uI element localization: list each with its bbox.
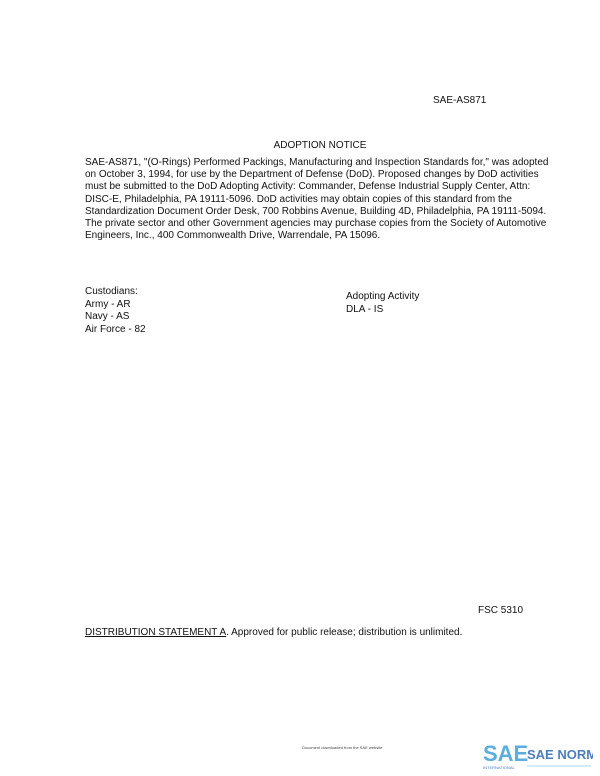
custodians bbox=[85, 286, 146, 336]
custodian-item: Navy - AS bbox=[85, 311, 130, 322]
adopting-label: Adopting Activity bbox=[346, 291, 420, 302]
adopting-value: DLA - IS bbox=[346, 303, 384, 315]
fsc-code: FSC 5310 bbox=[478, 605, 524, 616]
sae-norm-logo bbox=[483, 741, 593, 771]
notice-title: ADOPTION NOTICE bbox=[273, 140, 367, 151]
distribution-statement bbox=[85, 627, 462, 638]
notice-paragraph: SAE-AS871, "(O-Rings) Performed Packings, Manufacturing and Inspection Standards for," was adopted on October 3, 1994, for use by the Department of Defense (DoD). Proposed changes by DoD activities must be submitted to the DoD Adopting Activity: Commander, Defense Industrial Supply Center, Attn: DISC-E, Philadelphia, PA 19111-5096. DoD activities may obtain copies of this standard from the Standardization Document Order Desk, 700 Robbins Avenue, Building 4D, Philadelphia, PA 19111-5094. The private sector and other Government agencies may purchase copies from the Society of Automotive Engineers, Inc., 400 Commonwealth Drive, Warrendale, PA 15096. bbox=[85, 157, 549, 242]
custodians-label: Custodians: bbox=[85, 286, 138, 297]
logo-norm-text: SAE NORM bbox=[527, 747, 593, 762]
custodian-item: Air Force - 82 bbox=[85, 323, 146, 335]
logo-sae-text: SAE bbox=[483, 741, 529, 766]
custodian-item: Army - AR bbox=[85, 298, 131, 310]
adopting-activity bbox=[346, 291, 419, 316]
document-id: SAE-AS871 bbox=[433, 95, 487, 106]
footer-text: Document downloaded from the SAE website bbox=[302, 745, 383, 750]
distribution-label: DISTRIBUTION STATEMENT A bbox=[85, 627, 227, 638]
logo-sub-text: INTERNATIONAL bbox=[483, 765, 515, 770]
distribution-text: . Approved for public release; distribution is unlimited. bbox=[226, 627, 463, 638]
